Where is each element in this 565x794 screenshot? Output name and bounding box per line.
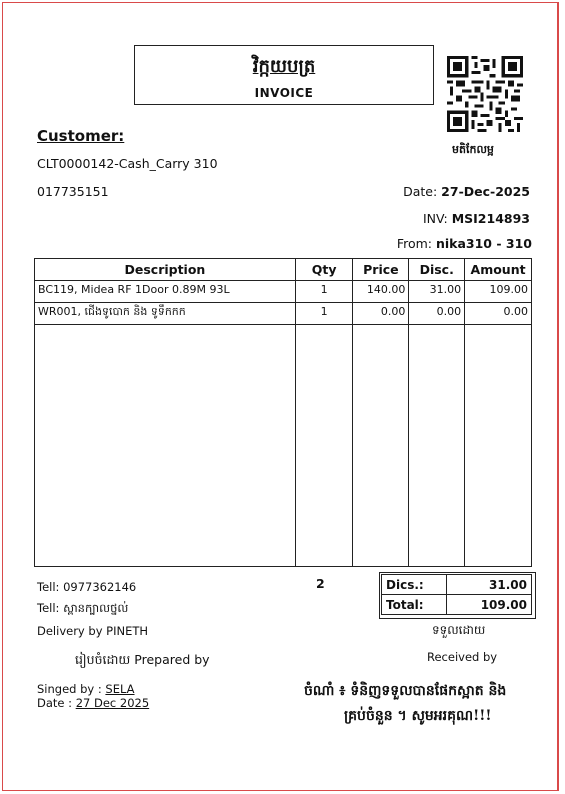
note-line-2: គ្រប់ចំនួន ។ សូមអរគុណ!!! bbox=[344, 708, 492, 724]
prepared-by-english: Prepared by bbox=[134, 652, 210, 667]
footer-delivery: Delivery by PINETH bbox=[37, 624, 149, 638]
row-amount: 0.00 bbox=[465, 303, 532, 325]
inv-label: INV: bbox=[422, 211, 448, 226]
signed-by-label: Singed by : bbox=[37, 682, 102, 696]
row-qty: 1 bbox=[295, 281, 353, 303]
invoice-from bbox=[397, 236, 532, 251]
row-description: WR001, ជើងទូបោក និង ទូទឹកកក bbox=[35, 303, 296, 325]
customer-phone: 017735151 bbox=[37, 184, 109, 199]
items-table bbox=[34, 258, 532, 567]
signed-by-value: SELA bbox=[105, 682, 135, 696]
invoice-date bbox=[403, 184, 530, 199]
table-header-row bbox=[35, 259, 532, 281]
discount-label: Dics.: bbox=[382, 575, 447, 595]
qr-feedback-label: មតិកែលម្អ bbox=[452, 143, 494, 156]
customer-code: CLT0000142-Cash_Carry 310 bbox=[37, 156, 218, 171]
received-by-khmer: ទទួលដោយ bbox=[432, 623, 486, 637]
customer-heading: Customer: bbox=[37, 127, 125, 145]
discount-row bbox=[382, 575, 532, 595]
sign-date-value: 27 Dec 2025 bbox=[75, 696, 150, 710]
header-qty: Qty bbox=[295, 259, 353, 281]
from-value: nika310 - 310 bbox=[435, 236, 532, 251]
footer-tel-2: Tell: ស្ពានក្បាលថ្នល់ bbox=[37, 601, 129, 615]
invoice-title-english: INVOICE bbox=[254, 86, 314, 100]
invoice-number bbox=[423, 211, 530, 226]
signed-by bbox=[37, 682, 135, 696]
inv-value: MSI214893 bbox=[451, 211, 530, 226]
row-description: BC119, Midea RF 1Door 0.89M 93L bbox=[35, 281, 296, 303]
invoice-title-box bbox=[134, 45, 434, 105]
discount-value: 31.00 bbox=[447, 575, 532, 595]
totals-table bbox=[381, 574, 532, 615]
date-label: Date: bbox=[403, 184, 438, 199]
total-row bbox=[382, 595, 532, 615]
table-row bbox=[35, 303, 532, 325]
row-qty: 1 bbox=[295, 303, 353, 325]
invoice-title-khmer: វិក្កយបត្រ bbox=[252, 56, 316, 77]
sign-date-label: Date : bbox=[37, 696, 73, 710]
received-by-english: Received by bbox=[427, 650, 498, 664]
row-amount: 109.00 bbox=[465, 281, 532, 303]
row-disc: 0.00 bbox=[409, 303, 465, 325]
header-disc: Disc. bbox=[409, 259, 465, 281]
total-quantity: 2 bbox=[316, 576, 325, 591]
from-label: From: bbox=[396, 236, 432, 251]
note-line-1: ចំណាំ ៖ ទំនិញទទួលបានផែកស្អាត និង bbox=[304, 683, 507, 699]
total-value: 109.00 bbox=[447, 595, 532, 615]
sign-date bbox=[37, 696, 149, 710]
prepared-by bbox=[75, 652, 210, 671]
date-value: 27-Dec-2025 bbox=[441, 184, 530, 199]
header-description: Description bbox=[35, 259, 296, 281]
table-empty-area bbox=[35, 325, 532, 567]
total-label: Total: bbox=[382, 595, 447, 615]
qr-code-icon[interactable] bbox=[447, 56, 523, 132]
prepared-by-khmer: រៀបចំដោយ bbox=[75, 652, 131, 667]
header-amount: Amount bbox=[465, 259, 532, 281]
row-price: 0.00 bbox=[353, 303, 409, 325]
header-price: Price bbox=[353, 259, 409, 281]
row-price: 140.00 bbox=[353, 281, 409, 303]
footer-tel-1: Tell: 0977362146 bbox=[37, 580, 137, 594]
row-disc: 31.00 bbox=[409, 281, 465, 303]
table-row bbox=[35, 281, 532, 303]
